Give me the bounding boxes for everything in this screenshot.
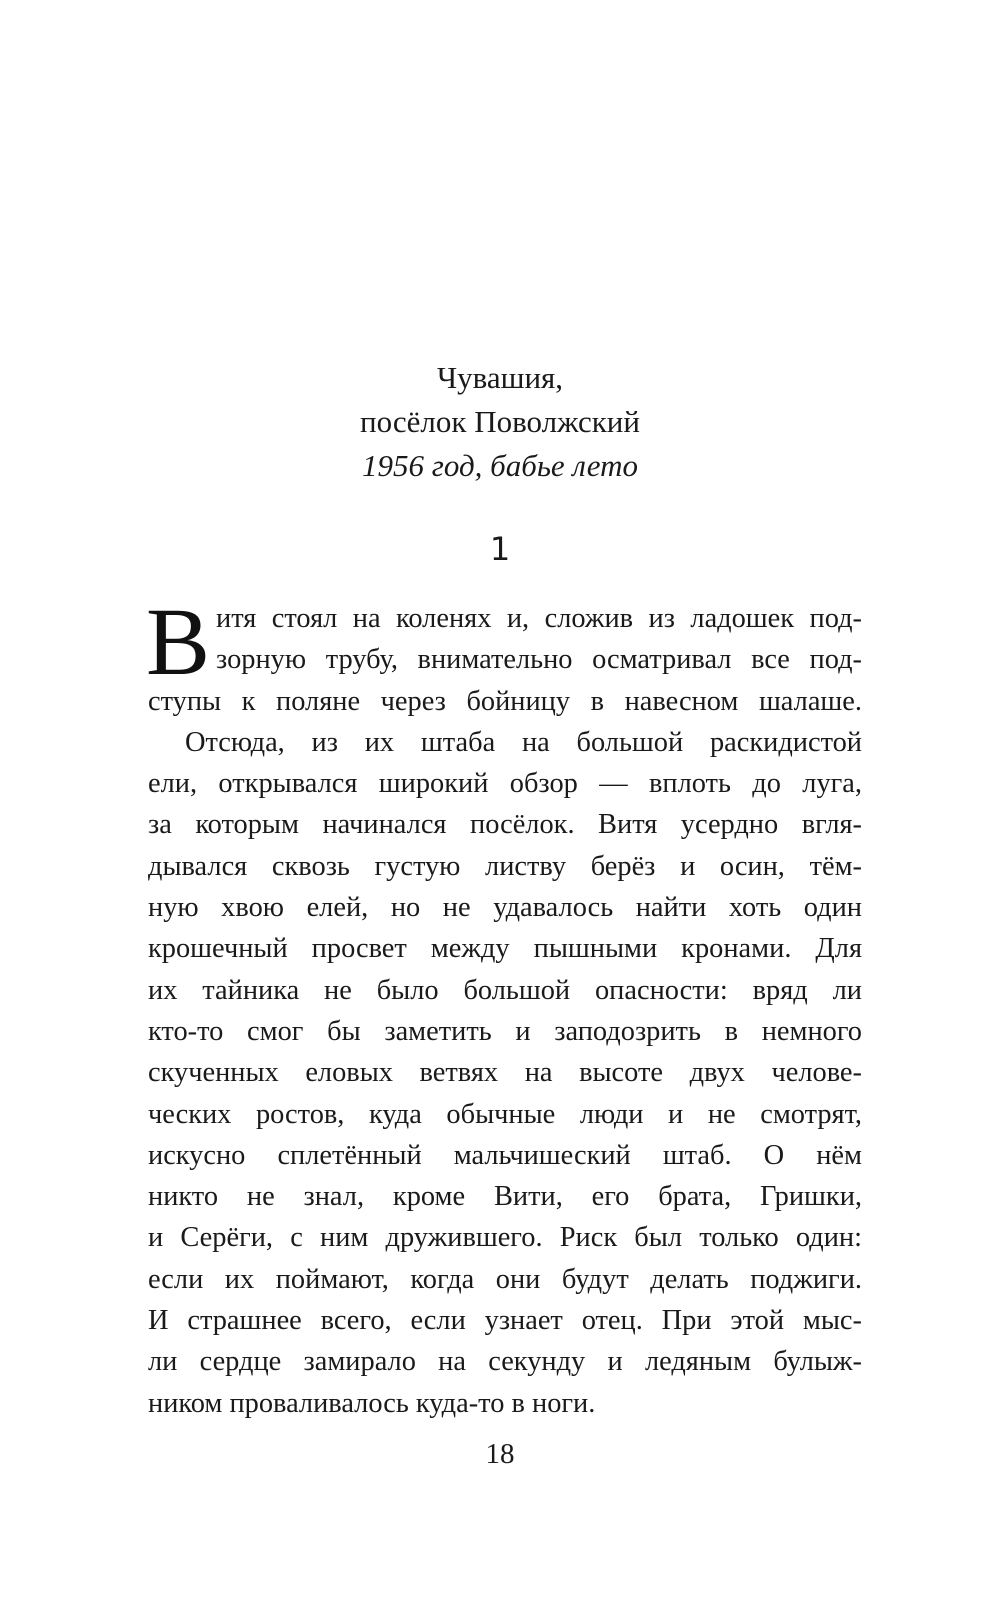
text-line: и Серёги, с ним дружившего. Риск был только один: [148, 1222, 862, 1254]
text-line: ли сердце замирало на секунду и ледяным булыж- [148, 1346, 862, 1378]
heading-region: Чувашия, [436, 360, 564, 395]
text-line: дывался сквозь густую листву берёз и осин, тём- [148, 850, 862, 882]
text-line: кто-то смог бы заметить и заподозрить в немного [148, 1015, 862, 1047]
text-line: крошечный просвет между пышными кронами. Для [148, 933, 862, 965]
text-line: ступы к поляне через бойницу в навесном шалаше. [148, 685, 862, 717]
body-text [146, 588, 862, 1424]
text-line: ную хвою елей, но не удавалось найти хоть один [148, 892, 862, 924]
text-line: зорную трубу, внимательно осматривал все под- [216, 644, 862, 676]
heading-settlement: посёлок Поволжский [360, 404, 640, 439]
text-line: ческих ростов, куда обычные люди и не смотрят, [148, 1098, 862, 1130]
drop-cap: В [146, 588, 211, 695]
text-line: ели, открывался широкий обзор — вплоть до луга, [148, 768, 862, 800]
paragraph-first-line: Отсюда, из их штаба на большой раскидистой [185, 726, 862, 758]
text-line: никто не знал, кроме Вити, его брата, Гришки, [148, 1181, 862, 1213]
text-line: за которым начинался посёлок. Витя усердно вгля- [148, 809, 862, 841]
text-line: искусно сплетённый мальчишеский штаб. О нём [148, 1139, 862, 1171]
text-line: если их поймают, когда они будут делать поджиги. [148, 1263, 862, 1295]
chapter-number: 1 [489, 530, 511, 568]
paragraph-last-line: ником проваливалось куда-то в ноги. [148, 1387, 596, 1419]
text-line: итя стоял на коленях и, сложив из ладошек под- [216, 603, 862, 634]
chapter-heading [0, 356, 1000, 444]
page-number: 18 [485, 1438, 515, 1470]
heading-date: 1956 год, бабье лето [362, 448, 638, 483]
text-line: их тайника не было большой опасности: вряд ли [148, 974, 862, 1006]
text-line: И страшнее всего, если узнает отец. При этой мыс- [148, 1305, 862, 1337]
text-line: скученных еловых ветвях на высоте двух челове- [148, 1057, 862, 1089]
